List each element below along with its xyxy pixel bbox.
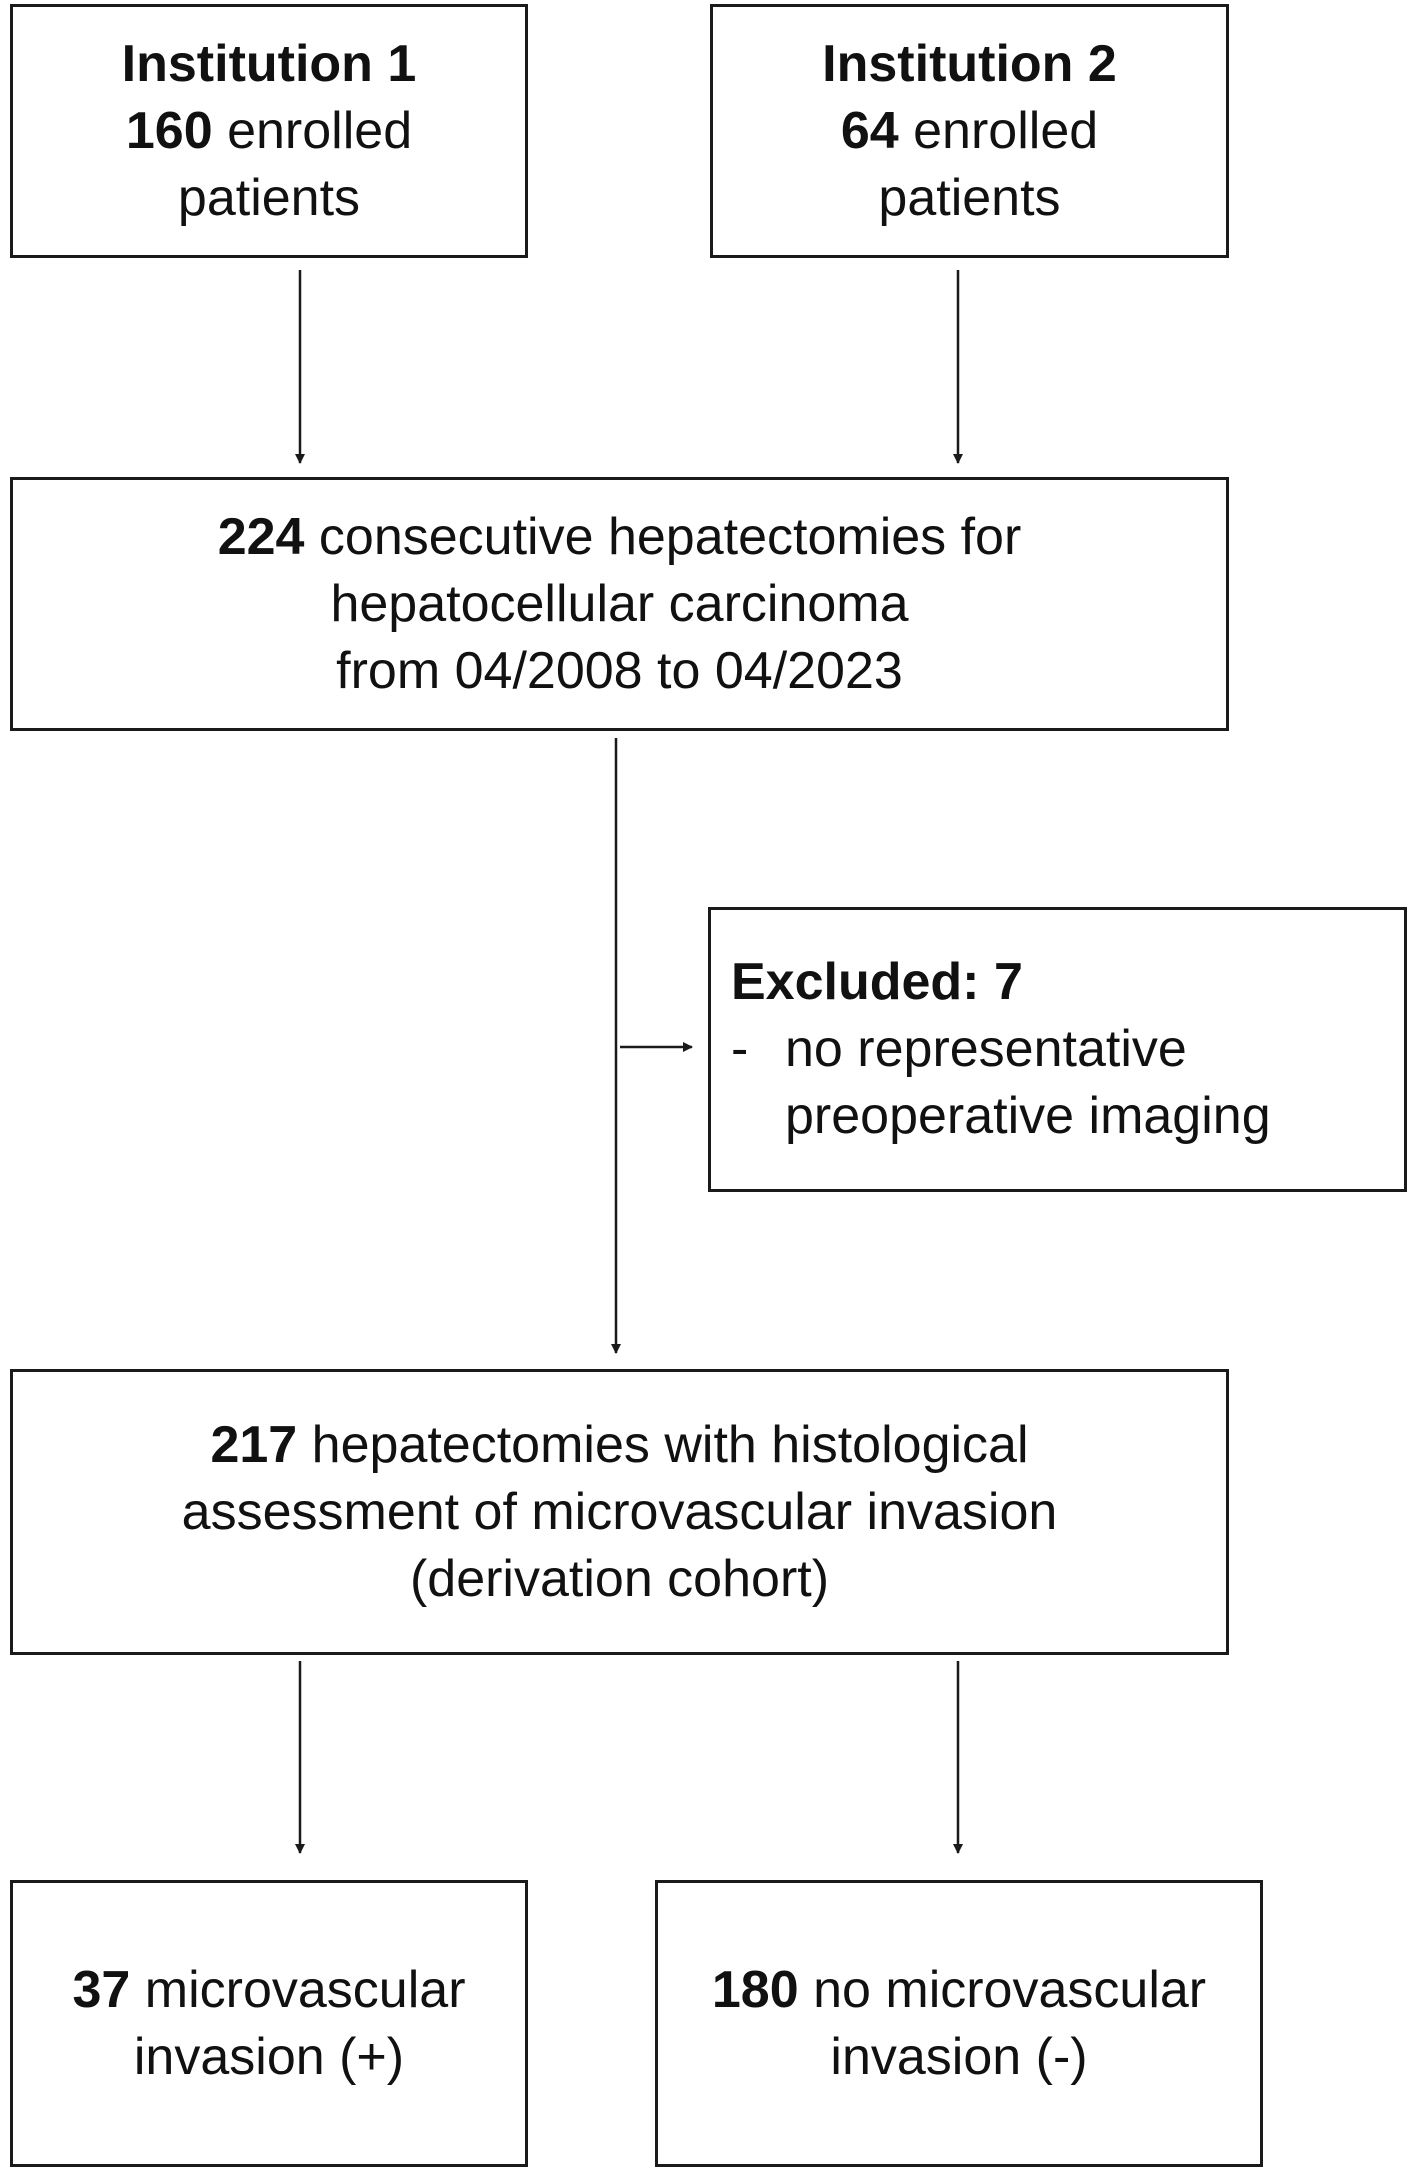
- hepatectomies-line-1-text: consecutive hepatectomies for: [304, 507, 1022, 566]
- mvi-positive-line-1: [72, 1957, 465, 2024]
- excluded-reason-line-2: preoperative imaging: [785, 1087, 1271, 1145]
- excluded-reason: [785, 1016, 1271, 1150]
- institution-2-title: Institution 2: [822, 34, 1117, 93]
- institution-1-enrolled: [126, 98, 412, 165]
- institution-1-patients-label: patients: [177, 168, 361, 227]
- institution-2-box: [710, 4, 1229, 258]
- mvi-positive-count: 37: [72, 1960, 131, 2019]
- mvi-negative-line-1-text: no microvascular: [798, 1960, 1207, 2019]
- hepatectomies-count: 224: [217, 507, 305, 566]
- institution-2-patients-label: patients: [878, 168, 1061, 227]
- hepatectomies-line-2: hepatocellular carcinoma: [330, 574, 909, 633]
- derivation-count: 217: [210, 1415, 298, 1474]
- derivation-line-2: assessment of microvascular invasion: [181, 1482, 1058, 1541]
- mvi-positive-line-1-text: microvascular: [130, 1960, 466, 2019]
- mvi-positive-line-2: invasion (+): [133, 2027, 405, 2086]
- institution-2-enrolled-label: enrolled: [898, 101, 1099, 160]
- institution-2-count: 64: [840, 101, 899, 160]
- excluded-title: Excluded: 7: [731, 953, 1023, 1011]
- institution-2-enrolled: [841, 98, 1098, 165]
- mvi-negative-line-1: [712, 1957, 1206, 2024]
- hepatectomies-line-3: from 04/2008 to 04/2023: [336, 641, 903, 700]
- excluded-bullet-dash: -: [731, 1020, 749, 1078]
- institution-1-count: 160: [125, 101, 213, 160]
- hepatectomies-box: [10, 477, 1229, 731]
- excluded-reason-line-1: no representative: [785, 1020, 1187, 1078]
- derivation-line-1-text: hepatectomies with histological: [297, 1415, 1029, 1474]
- excluded-box: [708, 907, 1407, 1192]
- mvi-negative-box: [655, 1880, 1263, 2167]
- mvi-negative-line-2: invasion (-): [830, 2027, 1088, 2086]
- derivation-line-1: [210, 1412, 1028, 1479]
- derivation-cohort-box: [10, 1369, 1229, 1655]
- institution-1-enrolled-label: enrolled: [212, 101, 413, 160]
- institution-1-title: Institution 1: [121, 34, 417, 93]
- excluded-reason-item: [731, 1016, 1271, 1150]
- mvi-negative-count: 180: [711, 1960, 799, 2019]
- institution-1-box: [10, 4, 528, 258]
- derivation-line-3: (derivation cohort): [409, 1549, 830, 1608]
- hepatectomies-line-1: [218, 504, 1022, 571]
- mvi-positive-box: [10, 1880, 528, 2167]
